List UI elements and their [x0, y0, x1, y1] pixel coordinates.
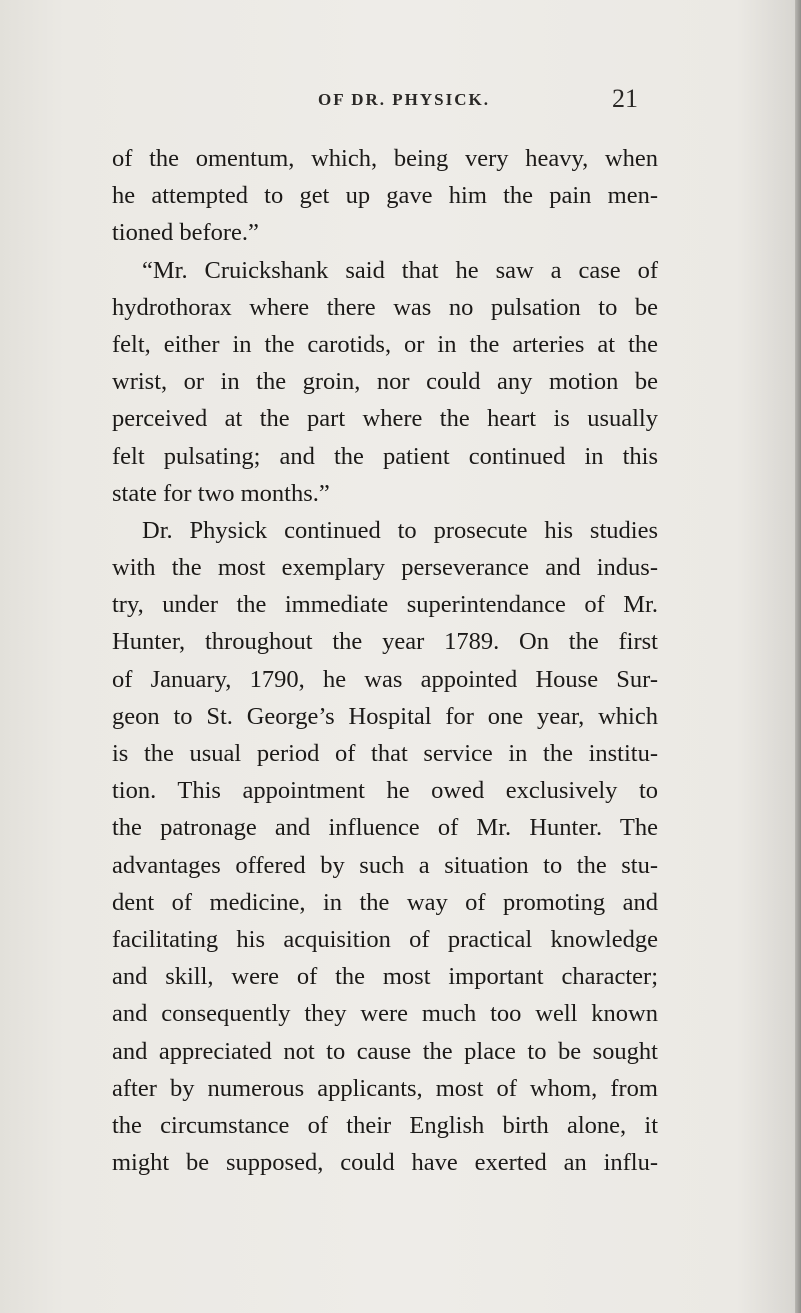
text-line: Dr. Physick continued to prosecute his studies — [142, 516, 658, 544]
page-number: 21 — [612, 84, 638, 113]
running-head — [0, 84, 801, 120]
text-line: dent of medicine, in the way of promoting and — [112, 888, 658, 916]
text-line: the patronage and influence of Mr. Hunter. The — [112, 814, 658, 842]
text-line: hydrothorax where there was no pulsation to be — [112, 293, 658, 321]
text-line: wrist, or in the groin, nor could any motion be — [112, 368, 658, 396]
text-line: after by numerous applicants, most of whom, from — [112, 1074, 658, 1102]
text-line: and appreciated not to cause the place to be sought — [112, 1037, 658, 1065]
running-title: OF DR. PHYSICK. — [318, 90, 490, 109]
text-line: “Mr. Cruickshank said that he saw a case of — [142, 256, 658, 284]
text-line: advantages offered by such a situation to the stu- — [112, 851, 658, 879]
text-line: facilitating his acquisition of practical knowledge — [112, 925, 658, 953]
text-line: felt, either in the carotids, or in the arteries at the — [112, 330, 658, 358]
text-line: and skill, were of the most important character; — [112, 963, 658, 991]
text-line: with the most exemplary perseverance and indus- — [112, 554, 658, 582]
text-line: try, under the immediate superintendance of Mr. — [112, 591, 658, 619]
text-line: felt pulsating; and the patient continued in this — [112, 442, 658, 470]
text-line: and consequently they were much too well known — [112, 1000, 658, 1028]
text-line: the circumstance of their English birth alone, it — [112, 1111, 658, 1139]
text-line: state for two months.” — [112, 479, 330, 507]
page-edge — [795, 0, 801, 1313]
text-line: might be supposed, could have exerted an influ- — [112, 1149, 658, 1177]
text-line: tioned before.” — [112, 219, 259, 247]
text-line: Hunter, throughout the year 1789. On the first — [112, 628, 658, 656]
text-line: is the usual period of that service in the institu- — [112, 740, 658, 767]
text-line: perceived at the part where the heart is usually — [112, 405, 658, 433]
body-text — [112, 140, 658, 1181]
text-line: of January, 1790, he was appointed House Sur- — [112, 665, 658, 693]
text-line: of the omentum, which, being very heavy, when — [112, 145, 658, 172]
text-line: tion. This appointment he owed exclusively to — [112, 777, 658, 805]
text-line: he attempted to get up gave him the pain men- — [112, 182, 658, 210]
text-line: geon to St. George’s Hospital for one year, which — [112, 702, 658, 730]
